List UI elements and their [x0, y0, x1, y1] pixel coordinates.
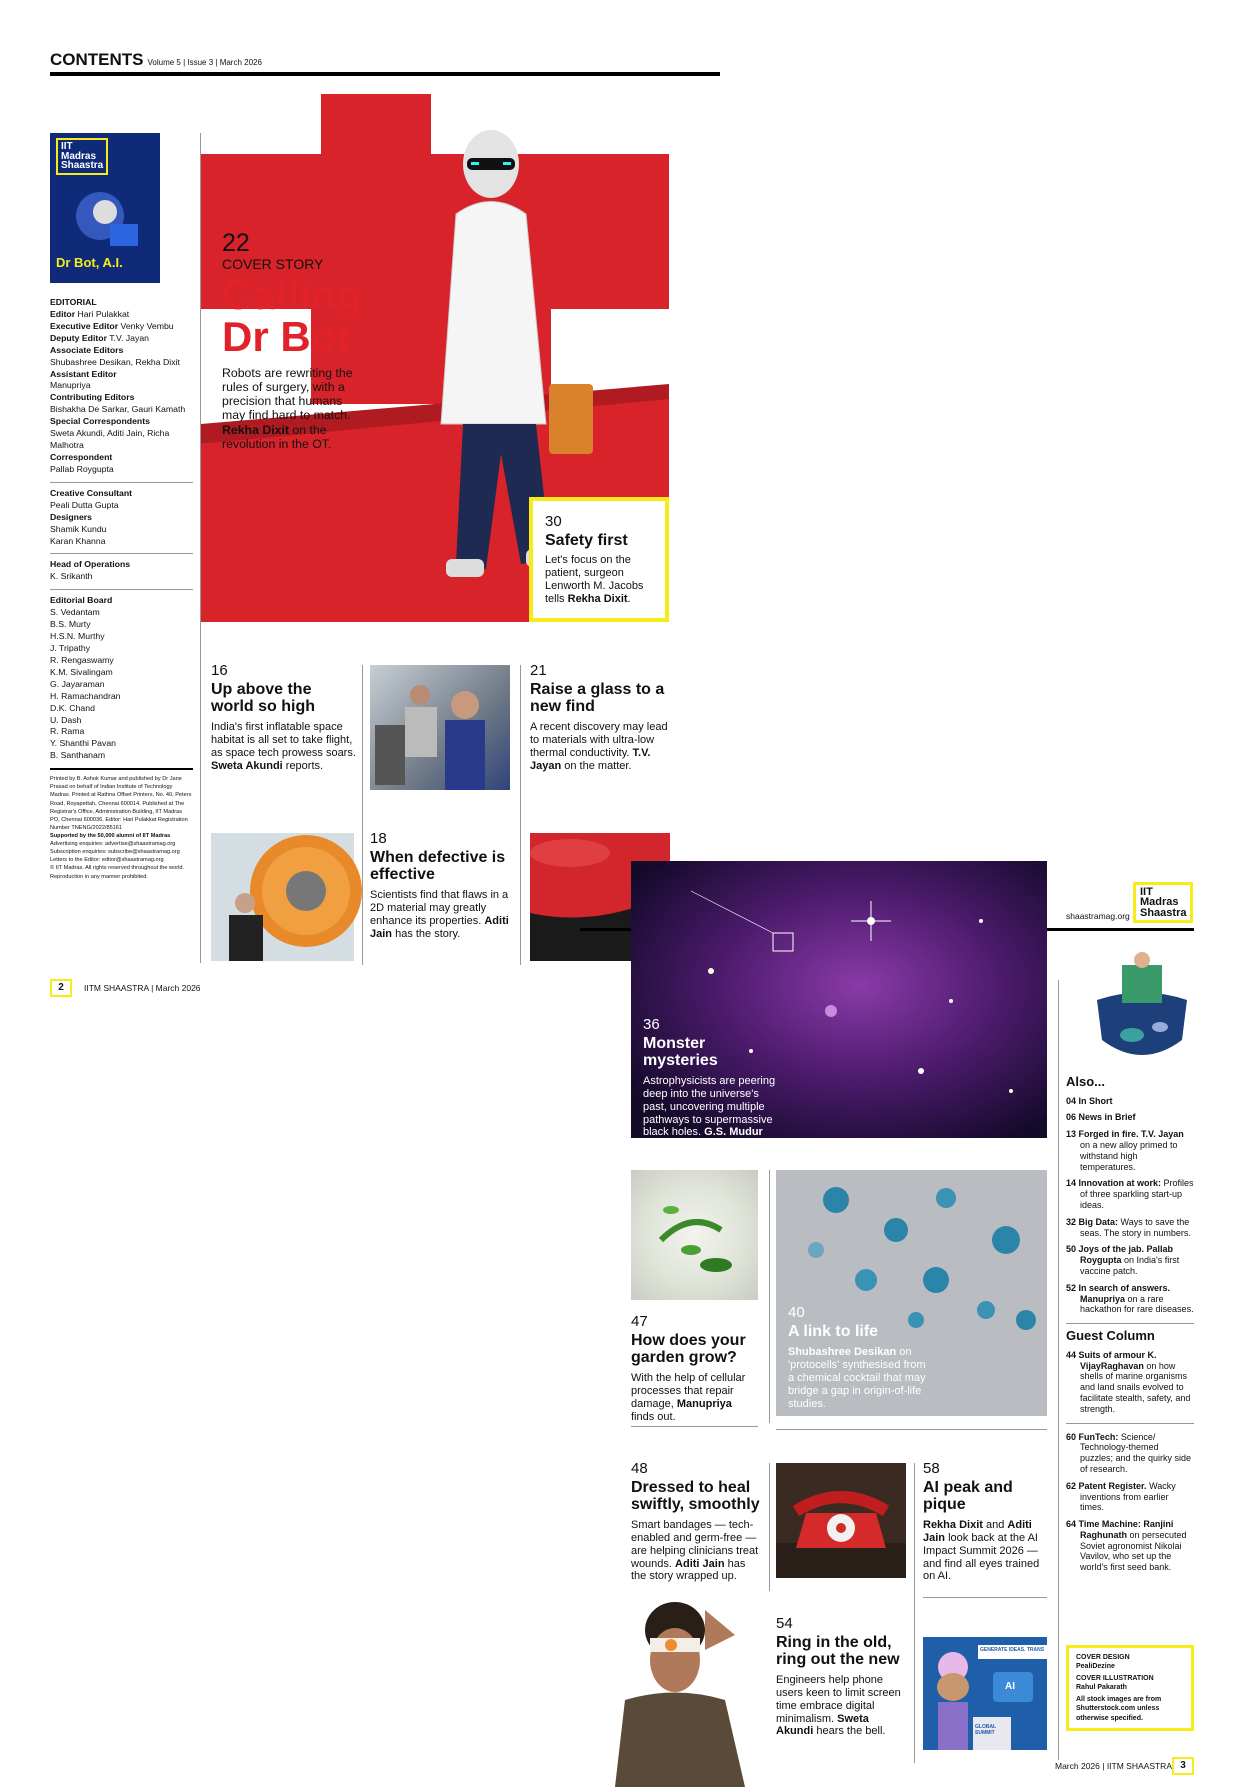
story-54[interactable]: 54 Ring in the old, ring out the new Engineers help phone users keen to limit screen time embrace digital minimalism. Sweta Akundi hears the bell. — [776, 1615, 901, 1738]
also-item[interactable]: 04 In Short — [1066, 1095, 1113, 1106]
column-divider — [769, 1463, 770, 1591]
site-url: shaastramag.org — [1066, 911, 1130, 921]
also-item[interactable]: 14 Innovation at work: Profiles of three sparkling start-up ideas. — [1066, 1178, 1194, 1210]
footer-left-text: IITM SHAASTRA | March 2026 — [84, 983, 201, 993]
also-heading: Also... — [1066, 1074, 1106, 1089]
story-47[interactable]: 47 How does your garden grow? With the help of cellular processes that repair damage, Manupriya finds out. — [631, 1313, 746, 1423]
shaastra-logo: IIT Madras Shaastra — [1133, 882, 1193, 923]
divider — [50, 589, 193, 590]
row-divider — [631, 1426, 758, 1427]
divider — [50, 768, 193, 770]
guest-column-heading: Guest Column — [1066, 1328, 1155, 1344]
footer-right-text: March 2026 | IITM SHAASTRA — [1055, 1761, 1172, 1771]
divider — [50, 482, 193, 483]
story-58-illustration[interactable] — [923, 1637, 1047, 1750]
story-40-card[interactable]: 40 A link to life Shubashree Desikan on 'protocells' synthesised from a chemical cocktail that may bridge a gap in origin-of-life studies. — [776, 1170, 1047, 1416]
story-18-photo[interactable] — [211, 833, 354, 961]
page-number-left: 2 — [50, 979, 72, 997]
column-divider — [769, 1170, 770, 1423]
column-divider — [914, 1463, 915, 1763]
also-item[interactable]: 52 In search of answers. Manupriya on a rare hackathon for rare diseases. — [1066, 1282, 1194, 1315]
column-divider — [520, 665, 521, 965]
story-47-photo[interactable] — [631, 1170, 758, 1300]
cover-story-title: Calling Dr Bot — [222, 271, 363, 360]
credits-box: COVER DESIGN PealiDezine COVER ILLUSTRATION Rahul Pakarath All stock images are from Shutterstock.com unless otherwise specified. — [1066, 1645, 1194, 1731]
summit-podium-text: GLOBAL SUMMIT — [975, 1724, 997, 1736]
row-divider — [923, 1597, 1047, 1598]
header-rule — [50, 72, 720, 76]
ocean-illustration — [1092, 945, 1192, 1067]
masthead: EDITORIAL Editor Hari Pulakkat Executive Editor Venky Vembu Deputy Editor T.V. Jayan Associate Editors Shubashree Desikan, Rekha Dixit Assistant Editor Manupriya Contributing Editors Bishakha De Sarkar, Gauri Kamath Special Correspondents Sweta Akundi, Aditi Jain, Richa Malhotra Correspondent Pallab Roygupta Creative Consultant Peali Dutta Gupta Designers Shamik Kundu Karan Khanna Head of Operations K. Srikanth Editorial Board S. Vedantam B.S. Murty H.S.N. Murthy J. Tripathy R. Rengaswamy K.M. Sivalingam G. Jayaraman H. Ramachandran D.K. Chand U. Dash R. Rama Y. Shanthi Pavan B. Santhanam Printed by B. Ashok Kumar and published by Dr Jane Prasad on behalf of Indian Institute of Technology Madras. Printed at Rathna Offset Printers, No. 40, Peters Road, Royapettah, Chennai 600014. Published at The Registrar's Office, Administration Building, IIT Madras PO, Chennai 600036. Editor: Hari Pulakkat Registration Number TNENG/2022/85161 Supported by the 50,000 alumni of IIT Madras Advertising enquiries: advertise@shaastramag.org Subscription enquiries: subscribe@shaastramag.org Letters to the Editor: editor@shaastramag.org © IIT Madras. All rights reserved throughout the world. Reproduction in any manner prohibited. — [50, 297, 192, 880]
guest-column-item[interactable]: 44 Suits of armour K. VijayRaghavan on how shells of marine organisms and land snails evolved to facilitate stealth, safety, and strength. — [1066, 1349, 1191, 1414]
cover-story-dek: Robots are rewriting the rules of surgery, with a precision that humans may find hard to match. Rekha Dixit on the revolution in the OT. — [222, 366, 353, 451]
board-list: S. Vedantam B.S. Murty H.S.N. Murthy J. Tripathy R. Rengaswamy K.M. Sivalingam G. Jayaraman H. Ramachandran D.K. Chand U. Dash R. Rama Y. Shanthi Pavan B. Santhanam — [50, 607, 121, 761]
also-item[interactable]: 06 News in Brief — [1066, 1112, 1136, 1123]
row-divider — [776, 1429, 1047, 1430]
story-48[interactable]: 48 Dressed to heal swiftly, smoothly Smart bandages — tech-enabled and germ-free — are helping clinicians treat wounds. Aditi Jain has the story wrapped up. — [631, 1460, 760, 1583]
column-divider — [362, 665, 363, 965]
story-58[interactable]: 58 AI peak and pique Rekha Dixit and Aditi Jain look back at the AI Impact Summit 2026 — and find all eyes trained on AI. — [923, 1460, 1040, 1583]
also-item[interactable]: 32 Big Data: Ways to save the seas. The story in numbers. — [1066, 1216, 1191, 1238]
story-16-photo[interactable] — [370, 665, 510, 790]
story-21[interactable]: 21 Raise a glass to a new find A recent discovery may lead to materials with ultra-low thermal conductivity. T.V. Jayan on the matter. — [530, 662, 668, 772]
also-item[interactable]: 50 Joys of the jab. Pallab Roygupta on India's first vaccine patch. — [1066, 1244, 1180, 1276]
story-54-photo[interactable] — [776, 1463, 906, 1578]
safety-first-box[interactable]: 30 Safety first Let's focus on the patient, surgeon Lenworth M. Jacobs tells Rekha Dixit. — [529, 497, 669, 622]
divider — [50, 553, 193, 554]
summit-ai-text: AI — [1005, 1681, 1015, 1692]
page-title: CONTENTS Volume 5 | Issue 3 | March 2026 — [50, 50, 262, 69]
cover-story-kicker: COVER STORY — [222, 256, 324, 272]
cover-robot-image — [70, 188, 140, 248]
printer-info: Printed by B. Ashok Kumar and published by Dr Jane Prasad on behalf of Indian Institute of Technology Madras. Printed at Rathna Offset Printers, No. 40, Peters Road, Royapettah, Chennai 600014. Published at The Registrar's Office, Administration Building, IIT Madras PO, Chennai 600036. Editor: Hari Pulakkat Registration Number TNENG/2022/85161 — [50, 776, 192, 831]
story-16[interactable]: 16 Up above the world so high India's first inflatable space habitat is all set to take flight, as space tech prowess soars. Sweta Akundi reports. — [211, 662, 356, 772]
cover-story[interactable] — [222, 231, 362, 451]
also-item[interactable]: 60 FunTech: Science/ Technology-themed puzzles; and the quirky side of research. — [1066, 1431, 1192, 1474]
issue-info: Volume 5 | Issue 3 | March 2026 — [147, 58, 262, 67]
also-item[interactable]: 64 Time Machine: Ranjini Raghunath on persecuted Soviet agronomist Nikolai Vavilov, who set up the world's first seed bank. — [1066, 1519, 1187, 1573]
divider — [1066, 1423, 1194, 1424]
cover-story-number: 22 — [222, 229, 250, 257]
story-48-photo[interactable] — [595, 1590, 770, 1787]
also-column — [1066, 1072, 1194, 1579]
also-item[interactable]: 13 Forged in fire. T.V. Jayan on a new alloy primed to withstand high temperatures. — [1066, 1129, 1184, 1172]
story-18[interactable]: 18 When defective is effective Scientists find that flaws in a 2D material may greatly enhance its properties. Aditi Jain has the story. — [370, 830, 509, 940]
page-number-right: 3 — [1172, 1757, 1194, 1775]
summit-banner-text: GENERATE IDEAS. TRANS — [980, 1647, 1045, 1653]
column-divider — [1058, 980, 1059, 1760]
cover-thumbnail[interactable] — [50, 133, 160, 283]
story-36-card[interactable]: 36 Monster mysteries Astrophysicists are peering deep into the universe's past, uncovering multiple pathways to supermassive black holes. G.S. Mudur zooms in. — [631, 861, 1047, 1138]
also-item[interactable]: 62 Patent Register. Wacky inventions from earlier times. — [1066, 1480, 1176, 1513]
divider — [1066, 1323, 1194, 1324]
cover-logo: IIT Madras Shaastra — [56, 138, 108, 175]
cover-headline: Dr Bot, A.I. — [56, 255, 123, 270]
